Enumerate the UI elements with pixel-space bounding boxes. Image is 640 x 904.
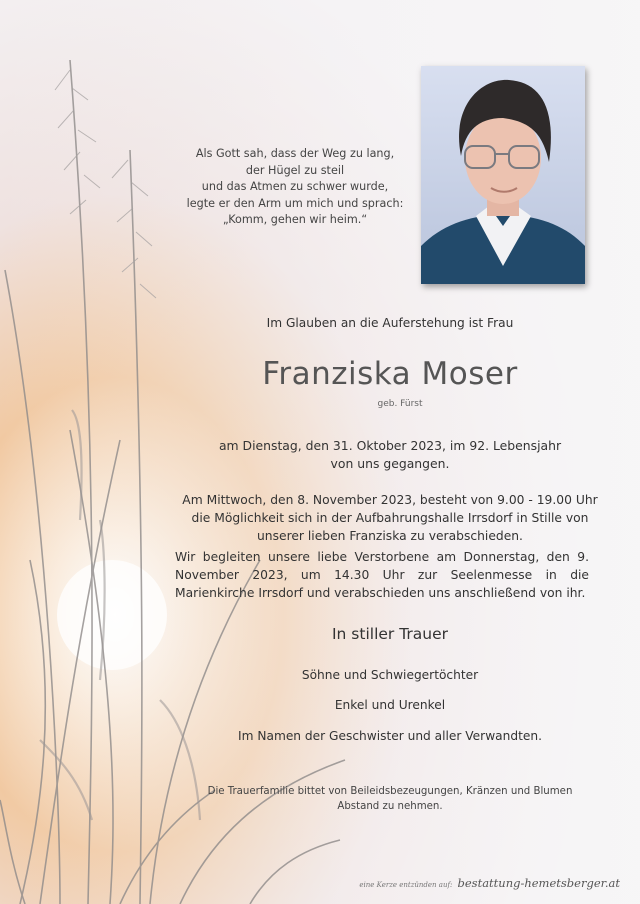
poem-line: der Hügel zu steil xyxy=(245,163,345,177)
condolence-request xyxy=(175,784,605,814)
poem-line: „Komm, gehen wir heim.“ xyxy=(222,213,368,226)
deceased-name: Franziska Moser xyxy=(262,356,518,392)
poem-line: Als Gott sah, dass der Weg zu lang, xyxy=(195,147,395,160)
mourning-heading: In stiller Trauer xyxy=(331,625,449,643)
viewing-line: Am Mittwoch, den 8. November 2023, besteht von 9.00 - 19.00 Uhr xyxy=(182,493,598,507)
intro-text: Im Glauben an die Auferstehung ist Frau xyxy=(266,316,514,330)
footer xyxy=(340,872,620,891)
death-line: am Dienstag, den 31. Oktober 2023, im 92. Lebensjahr xyxy=(218,438,562,453)
request-line: Die Trauerfamilie bittet von Beileidsbezeugungen, Kränzen und Blumen xyxy=(207,786,573,797)
death-notice xyxy=(175,437,605,473)
footer-website-link[interactable]: bestattung-hemetsberger.at xyxy=(457,876,620,890)
footer-prefix: eine Kerze entzünden auf: xyxy=(359,881,453,889)
family-line: Söhne und Schwiegertöchter xyxy=(301,668,479,682)
family-line: Enkel und Urenkel xyxy=(334,698,446,712)
poem-line: legte er den Arm um mich und sprach: xyxy=(186,196,404,210)
maiden-name: geb. Fürst xyxy=(377,399,423,409)
viewing-line: die Möglichkeit sich in der Aufbahrungshalle Irrsdorf in Stille von xyxy=(191,511,589,525)
viewing-notice xyxy=(175,491,605,545)
family-line: Im Namen der Geschwister und aller Verwandten. xyxy=(238,729,542,743)
death-line: von uns gegangen. xyxy=(330,456,450,471)
poem-line: und das Atmen zu schwer wurde, xyxy=(201,180,389,193)
portrait-photo xyxy=(421,66,585,284)
memorial-poem xyxy=(180,146,410,229)
request-line: Abstand zu nehmen. xyxy=(337,801,443,812)
viewing-line: unserer lieben Franziska zu verabschieden. xyxy=(257,529,523,543)
funeral-notice: Wir begleiten unsere liebe Verstorbene am Donnerstag, den 9. November 2023, um 14.30 Uhr zur Seelenmesse in die Marienkirche Irrsdorf und verabschieden uns anschließend von ihr. xyxy=(175,550,589,600)
